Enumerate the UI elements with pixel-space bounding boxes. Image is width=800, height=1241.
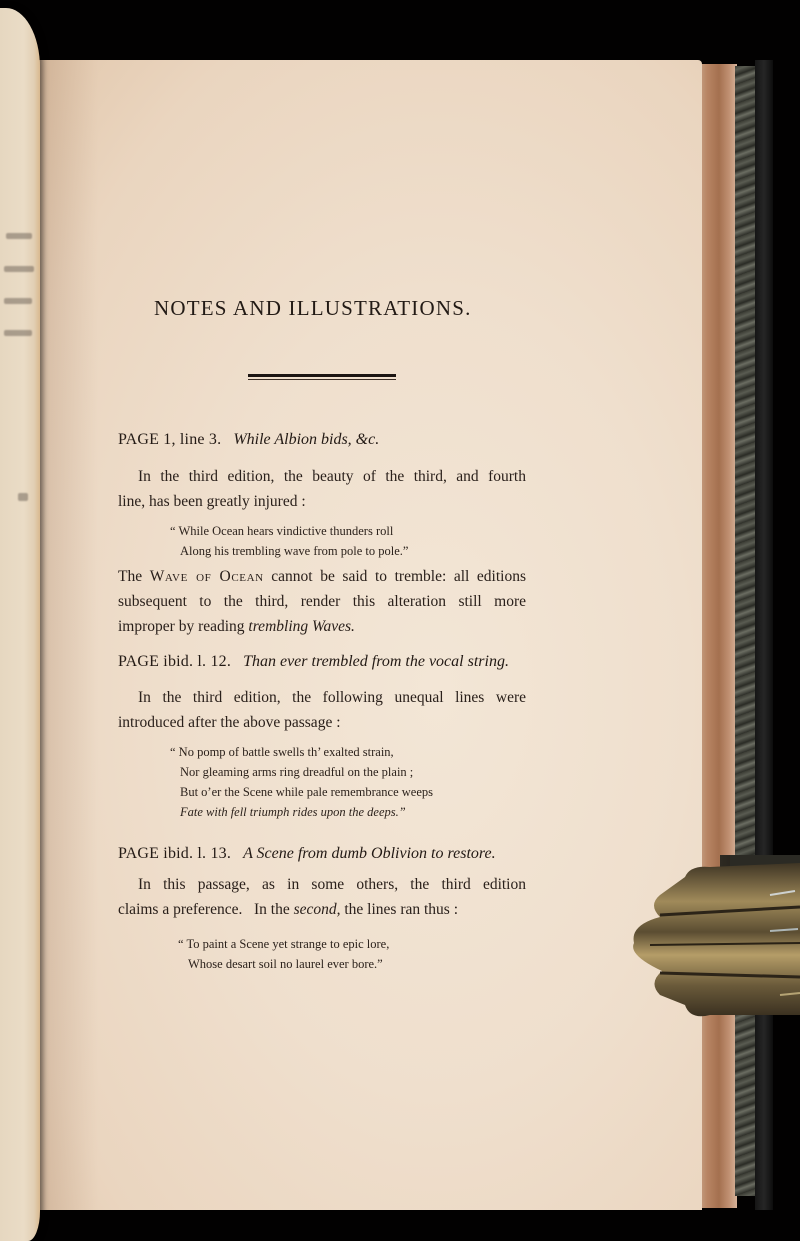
note-heading: PAGE ibid. l. 13. A Scene from dumb Oblivion to restore. <box>118 845 496 862</box>
show-through-text <box>18 493 28 501</box>
page-stack-fore-edge <box>697 64 737 1208</box>
note-heading: PAGE 1, line 3. While Albion bids, &c. <box>118 431 380 448</box>
note-1 <box>118 431 526 449</box>
marbled-page-edge <box>735 66 757 1196</box>
show-through-text <box>4 298 32 304</box>
note-2-verse: “ No pomp of battle swells th’ exalted strain, Nor gleaming arms ring dreadful on the plain ; But o’er the Scene while pale remembrance weeps Fate with fell triumph rides upon the deeps.” <box>170 745 434 819</box>
show-through-text <box>6 233 32 239</box>
note-heading: PAGE ibid. l. 12. Than ever trembled from the vocal string. <box>118 653 509 670</box>
note-3 <box>118 845 526 863</box>
note-2 <box>118 653 526 671</box>
note-quote-ref: Than ever trembled from the vocal string. <box>243 653 509 670</box>
note-quote-ref: While Albion bids, &c. <box>233 431 380 448</box>
show-through-text <box>4 330 32 336</box>
page-title: NOTES AND ILLUSTRATIONS. <box>154 296 472 320</box>
note-1-paragraph: In the third edition, the beauty of the third, and fourth line, has been greatly injured : <box>118 468 526 510</box>
note-3-verse: “ To paint a Scene yet strange to epic lore, Whose desart soil no laurel ever bore.” <box>178 937 390 971</box>
note-3-paragraph: In this passage, as in some others, the third edition claims a preference. In the second, the lines ran thus : <box>118 876 526 918</box>
left-page-edge <box>0 8 40 1241</box>
note-1-verse: “ While Ocean hears vindictive thunders roll Along his trembling wave from pole to pole.” <box>170 524 409 558</box>
clasp-icon <box>620 855 800 1025</box>
title-rule <box>248 374 396 380</box>
note-1-commentary: The Wave of Ocean cannot be said to tremble: all editions subsequent to the third, render this alteration still more improper by reading trembling Waves. <box>118 568 527 635</box>
book-cover-board <box>755 60 773 1210</box>
brass-clasp <box>620 855 800 1025</box>
note-quote-ref: A Scene from dumb Oblivion to restore. <box>243 845 496 862</box>
show-through-text <box>4 266 34 272</box>
note-2-paragraph: In the third edition, the following unequal lines were introduced after the above passage : <box>118 689 526 731</box>
